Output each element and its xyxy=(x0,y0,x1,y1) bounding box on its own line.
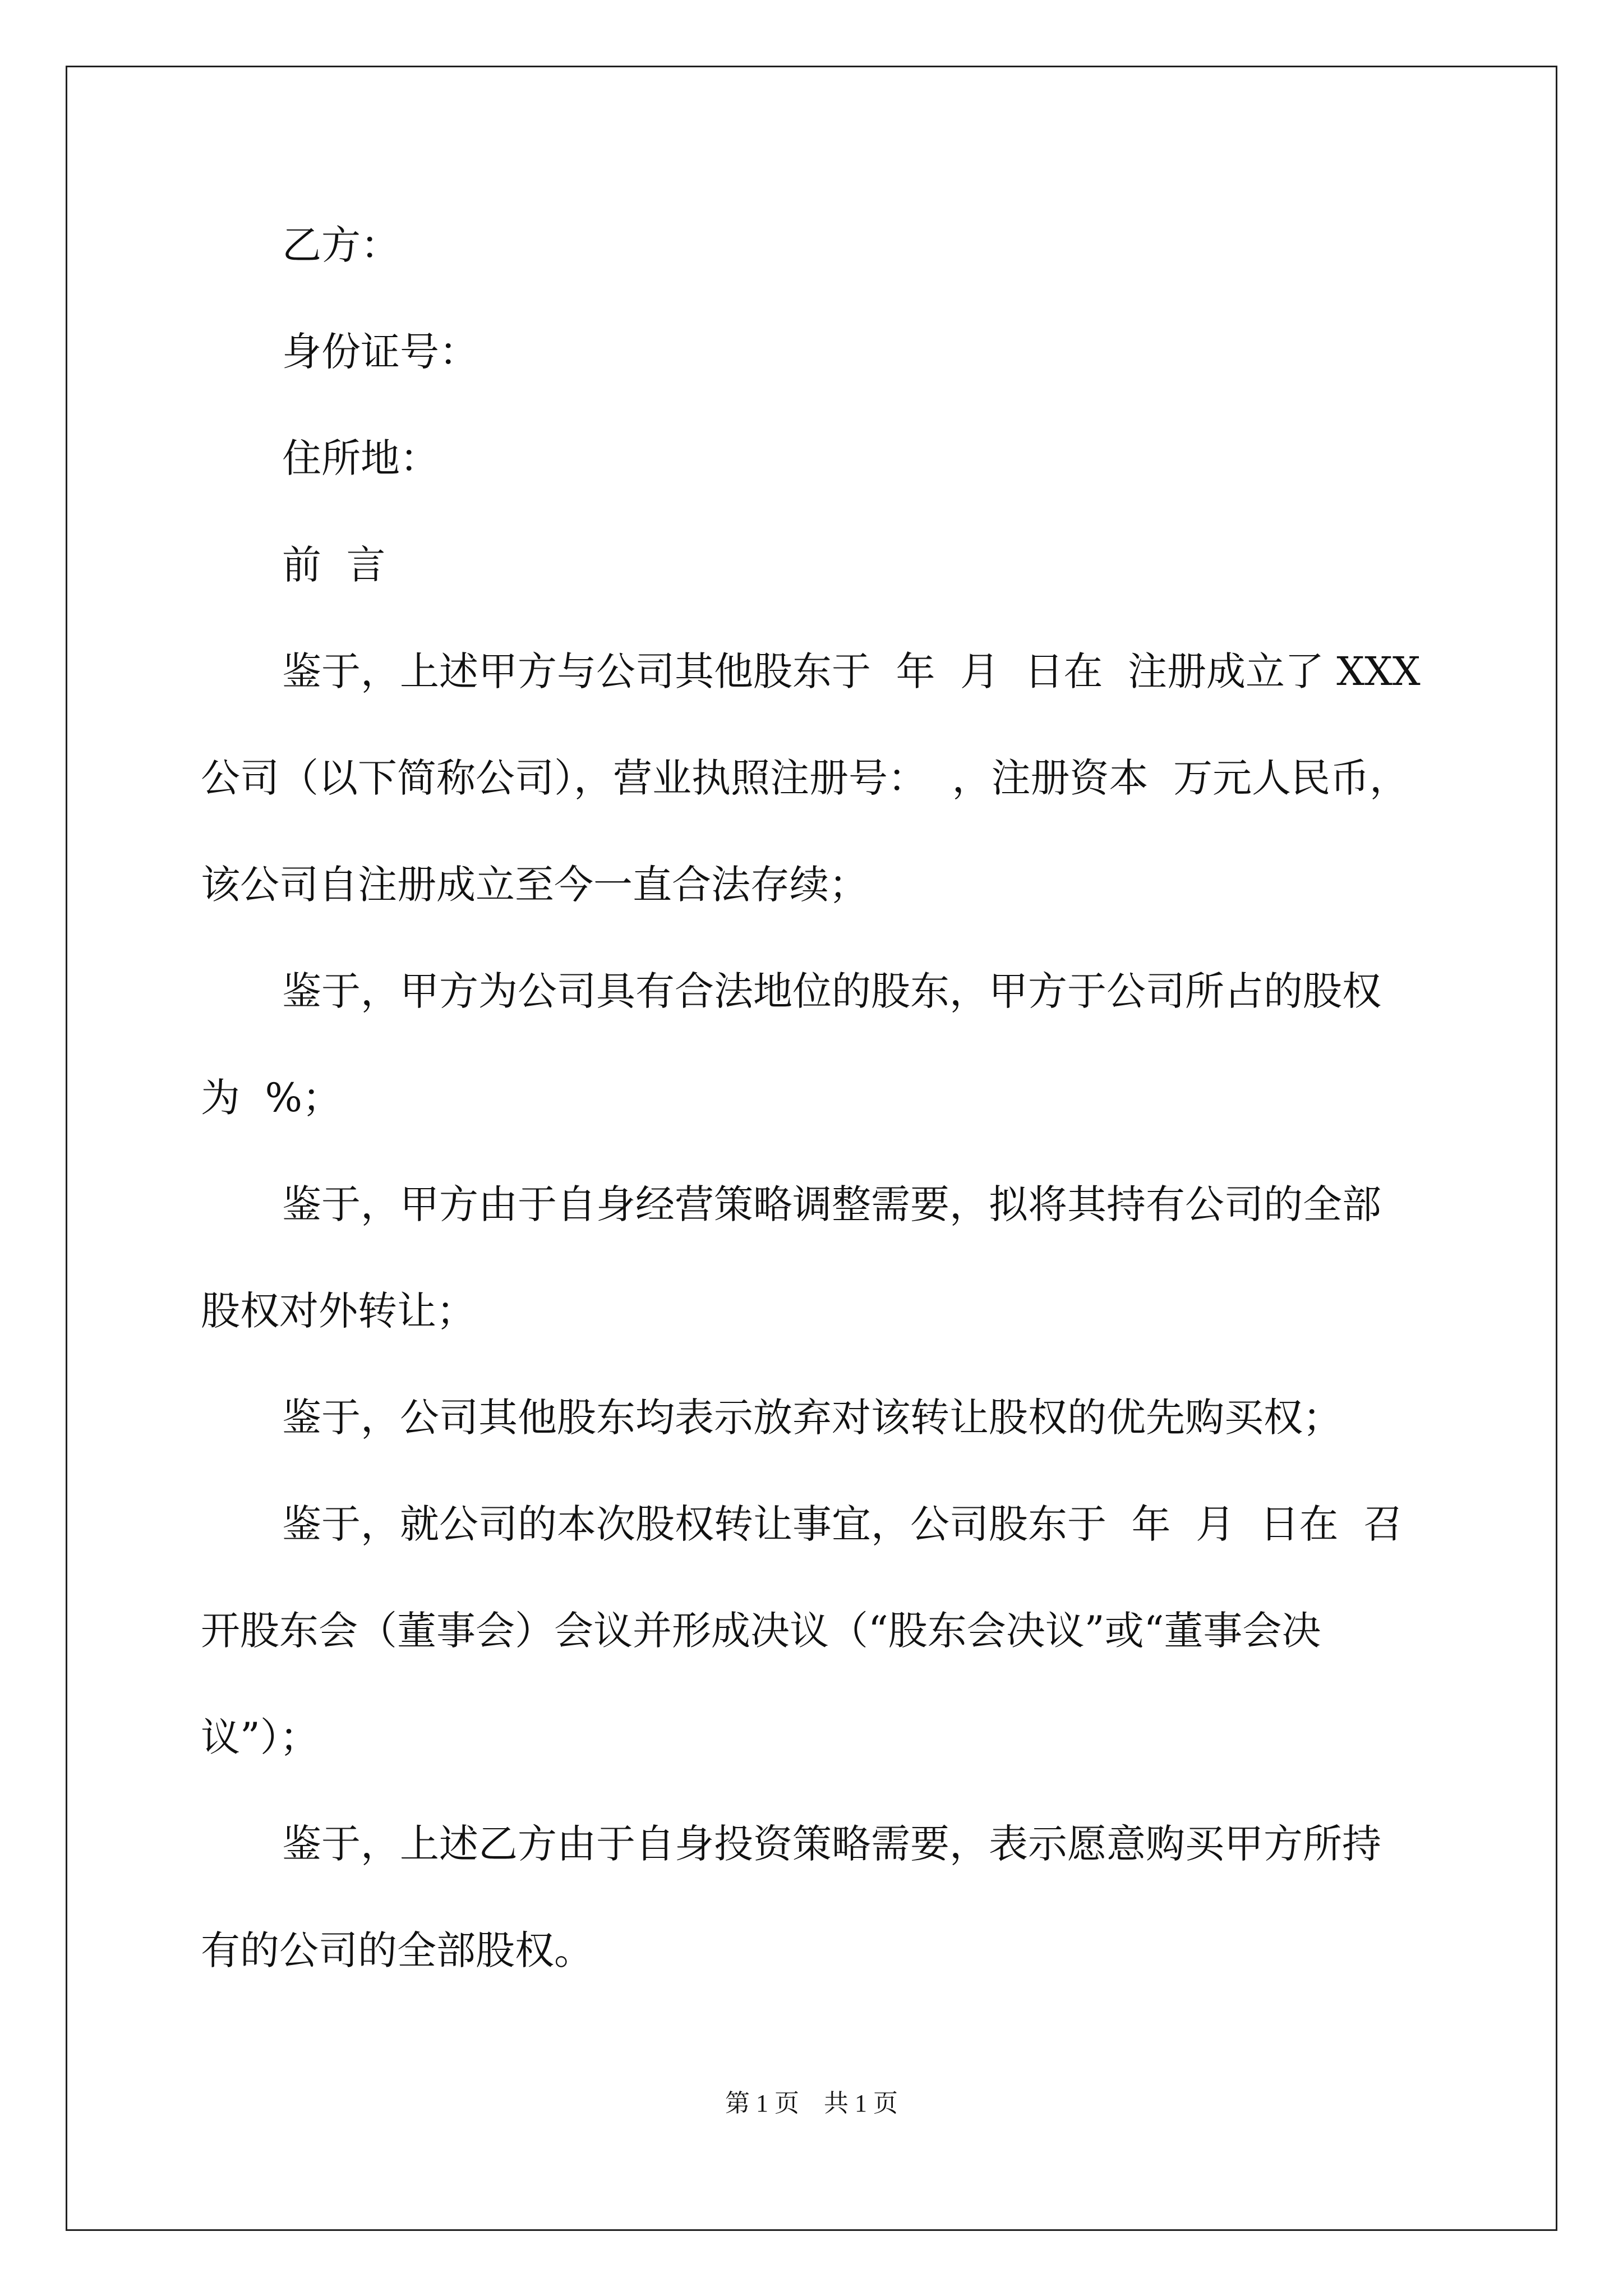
paragraph-line: 股权对外转让； xyxy=(201,1288,476,1334)
paragraph-line: 鉴于，上述甲方与公司其他股东于 年 月 日在 注册成立了 XXX xyxy=(282,648,1421,694)
preface-heading: 前 言 xyxy=(282,542,386,588)
id-number-label: 身份证号： xyxy=(282,329,478,375)
paragraph-line: 鉴于，就公司的本次股权转让事宜，公司股东于 年 月 日在 召 xyxy=(282,1501,1403,1547)
page-frame xyxy=(66,66,1557,2231)
paragraph-line: 鉴于，甲方由于自身经营策略调整需要，拟将其持有公司的全部 xyxy=(282,1181,1381,1227)
paragraph-line: 有的公司的全部股权。 xyxy=(201,1927,593,1973)
paragraph-line: 鉴于，公司其他股东均表示放弃对该转让股权的优先购买权； xyxy=(282,1395,1342,1441)
paragraph-line: 鉴于，甲方为公司具有合法地位的股东，甲方于公司所占的股权 xyxy=(282,968,1381,1014)
paragraph-line: 鉴于，上述乙方由于自身投资策略需要，表示愿意购买甲方所持 xyxy=(282,1821,1381,1867)
paragraph-line: 为 %； xyxy=(201,1075,342,1121)
paragraph-line: 开股东会（董事会）会议并形成决议（“股东会决议”或“董事会决 xyxy=(201,1608,1321,1654)
paragraph-line: 议”）； xyxy=(201,1714,319,1760)
paragraph-line: 公司（以下简称公司），营业执照注册号： ，注册资本 万元人民币， xyxy=(201,755,1409,801)
page-number-footer: 第 1 页 共 1 页 xyxy=(725,2090,898,2117)
party-b-label: 乙方： xyxy=(282,222,400,268)
paragraph-line: 该公司自注册成立至今一直合法存续； xyxy=(201,862,868,908)
address-label: 住所地： xyxy=(282,435,439,481)
